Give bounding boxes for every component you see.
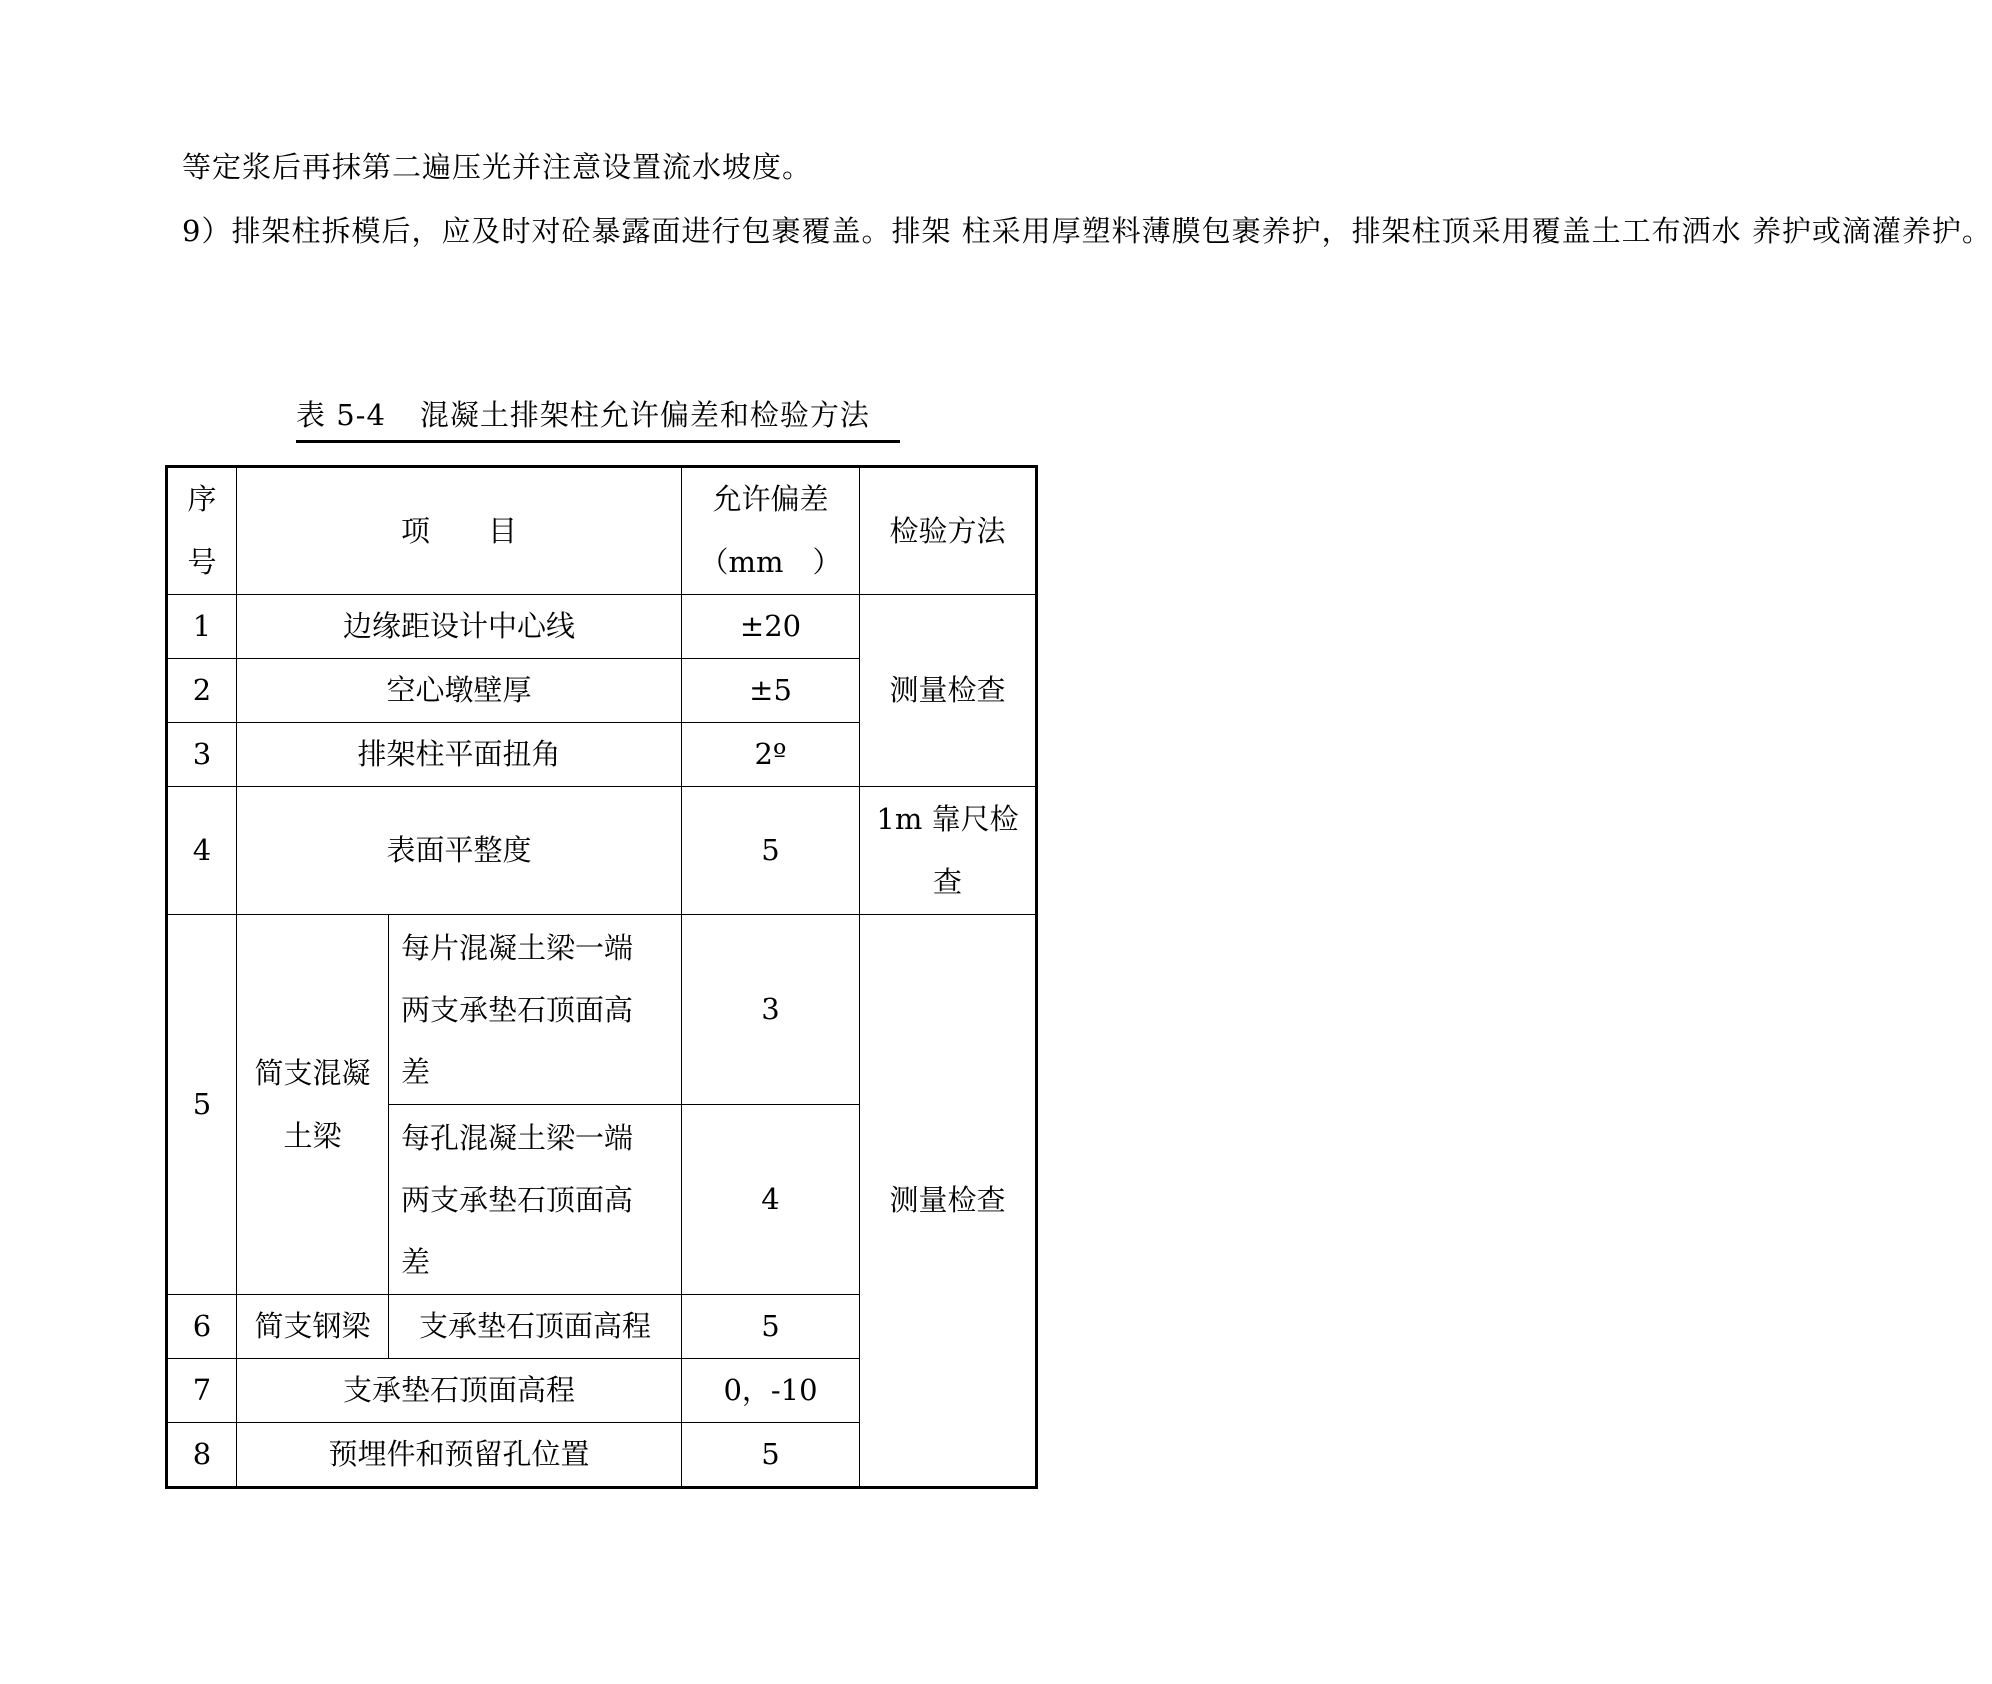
row-tolerance: ±20 bbox=[682, 595, 860, 659]
row-tolerance: 5 bbox=[682, 1295, 860, 1359]
table-caption bbox=[296, 390, 900, 443]
row-subitem: 每片混凝土梁一端 两支承垫石顶面高 差 bbox=[389, 915, 682, 1105]
table-header-row bbox=[167, 467, 1037, 595]
table-title: 混凝土排架柱允许偏差和检验方法 bbox=[419, 398, 870, 432]
table-row bbox=[167, 787, 1037, 915]
row-method: 测量检查 bbox=[860, 595, 1037, 787]
row-group: 简支钢梁 bbox=[237, 1295, 389, 1359]
row-seq: 5 bbox=[167, 915, 237, 1295]
paragraph-line: 养护或滴灌养护。 bbox=[1751, 214, 1992, 248]
row-tolerance: 3 bbox=[682, 915, 860, 1105]
row-item: 表面平整度 bbox=[237, 787, 682, 915]
paragraph-item-9 bbox=[182, 199, 1992, 263]
paragraph-line: 9）排架柱拆模后，应及时对砼暴露面进行包裹覆盖。排架 bbox=[182, 214, 952, 248]
row-tolerance: ±5 bbox=[682, 659, 860, 723]
row-item: 排架柱平面扭角 bbox=[237, 723, 682, 787]
row-seq: 8 bbox=[167, 1423, 237, 1488]
paragraph-continuation: 等定浆后再抹第二遍压光并注意设置流水坡度。 bbox=[182, 150, 813, 184]
tolerance-table bbox=[165, 465, 1038, 1489]
row-tolerance: 2º bbox=[682, 723, 860, 787]
table-row bbox=[167, 915, 1037, 1105]
row-subitem: 每孔混凝土梁一端 两支承垫石顶面高 差 bbox=[389, 1105, 682, 1295]
row-tolerance: 4 bbox=[682, 1105, 860, 1295]
header-tolerance: 允许偏差 （mm ） bbox=[682, 467, 860, 595]
row-group: 简支混凝 土梁 bbox=[237, 915, 389, 1295]
row-tolerance: 5 bbox=[682, 787, 860, 915]
row-seq: 3 bbox=[167, 723, 237, 787]
row-tolerance: 5 bbox=[682, 1423, 860, 1488]
row-seq: 2 bbox=[167, 659, 237, 723]
row-item: 空心墩壁厚 bbox=[237, 659, 682, 723]
header-item: 项 目 bbox=[237, 467, 682, 595]
row-seq: 4 bbox=[167, 787, 237, 915]
row-method: 测量检查 bbox=[860, 915, 1037, 1488]
row-item: 支承垫石顶面高程 bbox=[389, 1295, 682, 1359]
row-item: 预埋件和预留孔位置 bbox=[237, 1423, 682, 1488]
row-seq: 7 bbox=[167, 1359, 237, 1423]
row-item: 边缘距设计中心线 bbox=[237, 595, 682, 659]
row-seq: 6 bbox=[167, 1295, 237, 1359]
row-seq: 1 bbox=[167, 595, 237, 659]
header-method: 检验方法 bbox=[860, 467, 1037, 595]
row-method: 1m 靠尺检 查 bbox=[860, 787, 1037, 915]
paragraph-line: 柱采用厚塑料薄膜包裹养护，排架柱顶采用覆盖土工布洒水 bbox=[961, 214, 1742, 248]
header-seq: 序 号 bbox=[167, 467, 237, 595]
table-row bbox=[167, 595, 1037, 659]
row-item: 支承垫石顶面高程 bbox=[237, 1359, 682, 1423]
table-number: 表 5-4 bbox=[296, 398, 386, 432]
row-tolerance: 0，-10 bbox=[682, 1359, 860, 1423]
